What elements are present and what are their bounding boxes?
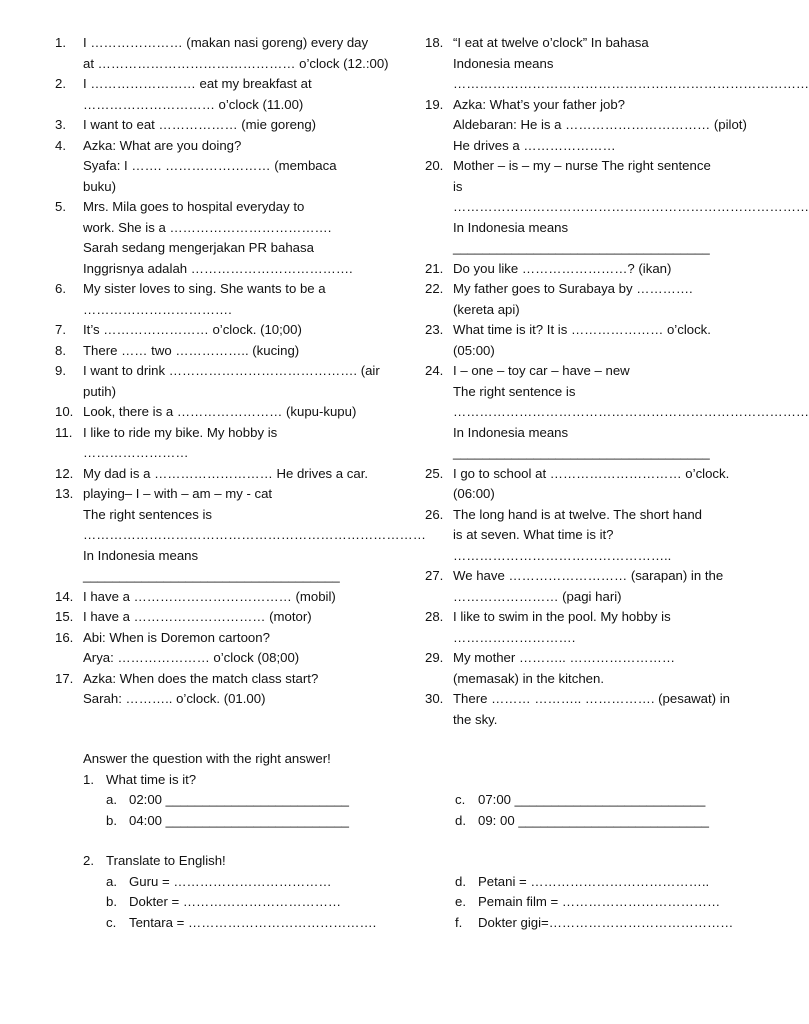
- question-number: 14.: [55, 588, 74, 604]
- question-item: [55, 33, 389, 74]
- question-line: ……………………: [83, 445, 189, 460]
- question-item: [55, 115, 375, 136]
- question-text: [83, 341, 375, 362]
- question-line: I want to eat ……………… (mie goreng): [83, 117, 317, 132]
- question-number: 12.: [55, 465, 74, 481]
- question-text: [453, 95, 747, 157]
- question-line: putih): [83, 383, 116, 399]
- question-line: work. She is a ……………………………….: [83, 219, 332, 235]
- question-number: 30.: [425, 691, 444, 706]
- question-number: 28.: [425, 609, 444, 624]
- question-number: 29.: [425, 650, 444, 665]
- question-text: [83, 464, 375, 485]
- question-text: [453, 566, 735, 607]
- answer-options-2: [83, 872, 743, 934]
- question-number: 1.: [55, 35, 66, 50]
- question-text: [83, 197, 375, 279]
- question-line: …………………………….: [83, 301, 232, 317]
- question-line: The right sentence is: [453, 383, 576, 399]
- right-question-column: [425, 33, 809, 730]
- question-text: [83, 423, 375, 464]
- question-text: [83, 74, 375, 115]
- question-text: [453, 361, 809, 464]
- question-item: [425, 95, 747, 157]
- question-text: [453, 689, 735, 730]
- question-text: [83, 33, 389, 74]
- question-number: 15.: [55, 609, 74, 624]
- question-number: 1.: [83, 771, 94, 787]
- question-line: I ………………… (makan nasi goreng) every day: [83, 35, 369, 50]
- question-line: There …… two …………….. (kucing): [83, 342, 300, 358]
- question-line: My mother ……….. ……………………: [453, 650, 676, 665]
- question-line: Azka: What’s your father job?: [453, 96, 626, 112]
- question-item: [425, 320, 735, 361]
- question-line: ………………………………………………………………………: [453, 199, 809, 214]
- question-line: Sarah: ……….. o’clock. (01.00): [83, 691, 266, 706]
- question-line: …………………………………………..: [453, 547, 672, 563]
- question-line: (06:00): [453, 486, 495, 501]
- question-line: ………………………………………………………………………: [453, 404, 809, 419]
- question-text: [83, 607, 375, 628]
- answer-question-1: [83, 770, 743, 791]
- question-item: [425, 648, 735, 689]
- question-text: [83, 115, 375, 136]
- question-number: 2.: [83, 853, 94, 868]
- question-line: Mother – is – my – nurse The right sentence: [453, 158, 711, 173]
- question-line: ___________________________________: [453, 445, 710, 460]
- question-number: 10.: [55, 404, 74, 419]
- question-item: [425, 259, 735, 280]
- left-question-column: [55, 33, 426, 710]
- question-text: [453, 259, 735, 280]
- question-text: [83, 402, 375, 423]
- question-line: Syafa: I ……. …………………… (membaca: [83, 158, 337, 173]
- question-text: [83, 320, 375, 341]
- question-line: In Indonesia means: [453, 424, 569, 440]
- question-item: [425, 279, 735, 320]
- question-line: is: [453, 178, 463, 194]
- question-text: [83, 361, 380, 402]
- question-text: [453, 156, 809, 259]
- question-line: Abi: When is Doremon cartoon?: [83, 629, 270, 645]
- question-line: In Indonesia means: [83, 547, 199, 563]
- option-a: a. Guru = ………………………………: [106, 873, 332, 889]
- question-line: Azka: When does the match class start?: [83, 670, 319, 686]
- answer-section: [83, 749, 743, 933]
- question-line: the sky.: [453, 711, 498, 727]
- question-line: (memasak) in the kitchen.: [453, 670, 604, 686]
- question-number: 16.: [55, 629, 74, 645]
- option-f: f. Dokter gigi=……………………………………: [455, 914, 734, 930]
- question-line: I have a ……………………………… (mobil): [83, 588, 336, 604]
- question-line: I go to school at ………………………… o’clock.: [453, 465, 730, 481]
- question-item: [425, 566, 735, 607]
- question-text: [83, 484, 426, 587]
- question-text: [453, 607, 735, 648]
- question-item: [55, 484, 426, 587]
- question-text: [453, 33, 809, 95]
- question-line: playing– I – with – am – my - cat: [83, 486, 273, 501]
- question-number: 24.: [425, 363, 444, 378]
- question-line: The long hand is at twelve. The short hand: [453, 506, 703, 522]
- question-text: [83, 669, 375, 710]
- question-number: 19.: [425, 96, 444, 112]
- question-number: 17.: [55, 670, 74, 686]
- question-line: ……………………….: [453, 629, 576, 645]
- question-line: (kereta api): [453, 301, 520, 317]
- question-text: [453, 464, 735, 505]
- question-item: [55, 341, 375, 362]
- question-line: is at seven. What time is it?: [453, 527, 614, 542]
- question-line: We have ……………………… (sarapan) in the: [453, 568, 724, 583]
- question-line: I like to ride my bike. My hobby is: [83, 424, 278, 440]
- question-item: [425, 464, 735, 505]
- question-line: What time is it? It is ………………… o’clock.: [453, 322, 711, 337]
- option-e: e. Pemain film = ………………………………: [455, 894, 721, 909]
- option-d: d. 09: 00 __________________________: [455, 812, 710, 828]
- question-number: 23.: [425, 322, 444, 337]
- question-item: [425, 361, 809, 464]
- question-item: [55, 607, 375, 628]
- question-item: [55, 197, 375, 279]
- section-instruction: Answer the question with the right answer!: [83, 751, 331, 766]
- question-number: 6.: [55, 281, 66, 296]
- answer-question-2: [83, 851, 743, 872]
- question-line: He drives a …………………: [453, 137, 616, 153]
- question-number: 18.: [425, 35, 444, 50]
- question-item: [55, 361, 380, 402]
- question-line: It’s …………………… o’clock. (10;00): [83, 322, 302, 337]
- question-line: ……………………………………………………………………: [83, 527, 426, 542]
- question-line: I want to drink ……………………………………. (air: [83, 363, 380, 378]
- question-item: [55, 136, 375, 198]
- question-item: [55, 279, 375, 320]
- question-line: buku): [83, 178, 116, 194]
- question-number: 20.: [425, 158, 444, 173]
- question-text: [83, 136, 375, 198]
- question-line: The right sentences is: [83, 506, 213, 522]
- question-line: (05:00): [453, 342, 495, 358]
- question-line: My dad is a ……………………… He drives a car.: [83, 465, 369, 481]
- question-number: 26.: [425, 506, 444, 522]
- question-number: 22.: [425, 281, 444, 296]
- question-line: There ……… ……….. ……………. (pesawat) in: [453, 691, 730, 706]
- option-b: b. 04:00 _________________________: [106, 812, 350, 828]
- question-text: [453, 505, 735, 567]
- question-item: [55, 669, 375, 710]
- question-text: [83, 587, 375, 608]
- question-line: Inggrisnya adalah ……………………………….: [83, 260, 353, 276]
- question-number: 11.: [55, 424, 73, 440]
- question-line: Aldebaran: He is a …………………………… (pilot): [453, 117, 747, 132]
- question-text: What time is it?: [106, 771, 197, 787]
- question-line: …………………… (pagi hari): [453, 588, 622, 604]
- question-number: 25.: [425, 465, 444, 481]
- question-number: 7.: [55, 322, 66, 337]
- question-number: 13.: [55, 486, 74, 501]
- option-c: c. Tentara = …………………………………….: [106, 914, 377, 930]
- question-line: Arya: ………………… o’clock (08;00): [83, 650, 300, 665]
- question-number: 8.: [55, 342, 66, 358]
- question-line: ………………………………………………………………………: [453, 76, 809, 91]
- question-line: “I eat at twelve o’clock” In bahasa: [453, 35, 649, 50]
- question-number: 4.: [55, 137, 66, 153]
- question-line: ___________________________________: [453, 240, 710, 255]
- question-item: [55, 74, 375, 115]
- question-text: [453, 648, 735, 689]
- question-item: [55, 402, 375, 423]
- question-text: Translate to English!: [106, 853, 226, 868]
- question-line: ___________________________________: [83, 568, 340, 583]
- option-c: c. 07:00 __________________________: [455, 792, 706, 807]
- answer-options-1: [83, 790, 743, 831]
- question-item: [425, 505, 735, 567]
- question-line: Do you like ……………………? (ikan): [453, 260, 672, 276]
- question-item: [425, 607, 735, 648]
- question-line: I have a ………………………… (motor): [83, 609, 312, 624]
- question-number: 3.: [55, 117, 66, 132]
- question-number: 2.: [55, 76, 66, 91]
- question-number: 21.: [425, 260, 444, 276]
- question-line: In Indonesia means: [453, 219, 569, 235]
- question-number: 5.: [55, 199, 66, 214]
- question-line: Mrs. Mila goes to hospital everyday to: [83, 199, 305, 214]
- question-line: My sister loves to sing. She wants to be a: [83, 281, 326, 296]
- question-number: 27.: [425, 568, 444, 583]
- option-d: d. Petani = …………………………………..: [455, 873, 710, 889]
- question-text: [453, 279, 735, 320]
- question-item: [425, 689, 735, 730]
- question-line: ………………………… o’clock (11.00): [83, 96, 304, 112]
- question-line: I – one – toy car – have – new: [453, 363, 630, 378]
- question-item: [55, 423, 375, 464]
- question-line: Look, there is a …………………… (kupu-kupu): [83, 404, 357, 419]
- question-item: [425, 156, 809, 259]
- question-line: Sarah sedang mengerjakan PR bahasa: [83, 240, 314, 255]
- question-line: I …………………… eat my breakfast at: [83, 76, 312, 91]
- question-line: Azka: What are you doing?: [83, 137, 242, 153]
- option-a: a. 02:00 _________________________: [106, 792, 350, 807]
- question-item: [55, 628, 375, 669]
- question-item: [55, 587, 375, 608]
- question-line: My father goes to Surabaya by ………….: [453, 281, 693, 296]
- question-text: [453, 320, 735, 361]
- question-text: [83, 628, 375, 669]
- question-item: [55, 464, 375, 485]
- question-line: Indonesia means: [453, 55, 554, 71]
- question-item: [55, 320, 375, 341]
- question-number: 9.: [55, 363, 66, 378]
- question-line: I like to swim in the pool. My hobby is: [453, 609, 671, 624]
- question-text: [83, 279, 375, 320]
- question-item: [425, 33, 809, 95]
- option-b: b. Dokter = ………………………………: [106, 894, 342, 909]
- question-line: at ……………………………………… o’clock (12.:00): [83, 55, 389, 71]
